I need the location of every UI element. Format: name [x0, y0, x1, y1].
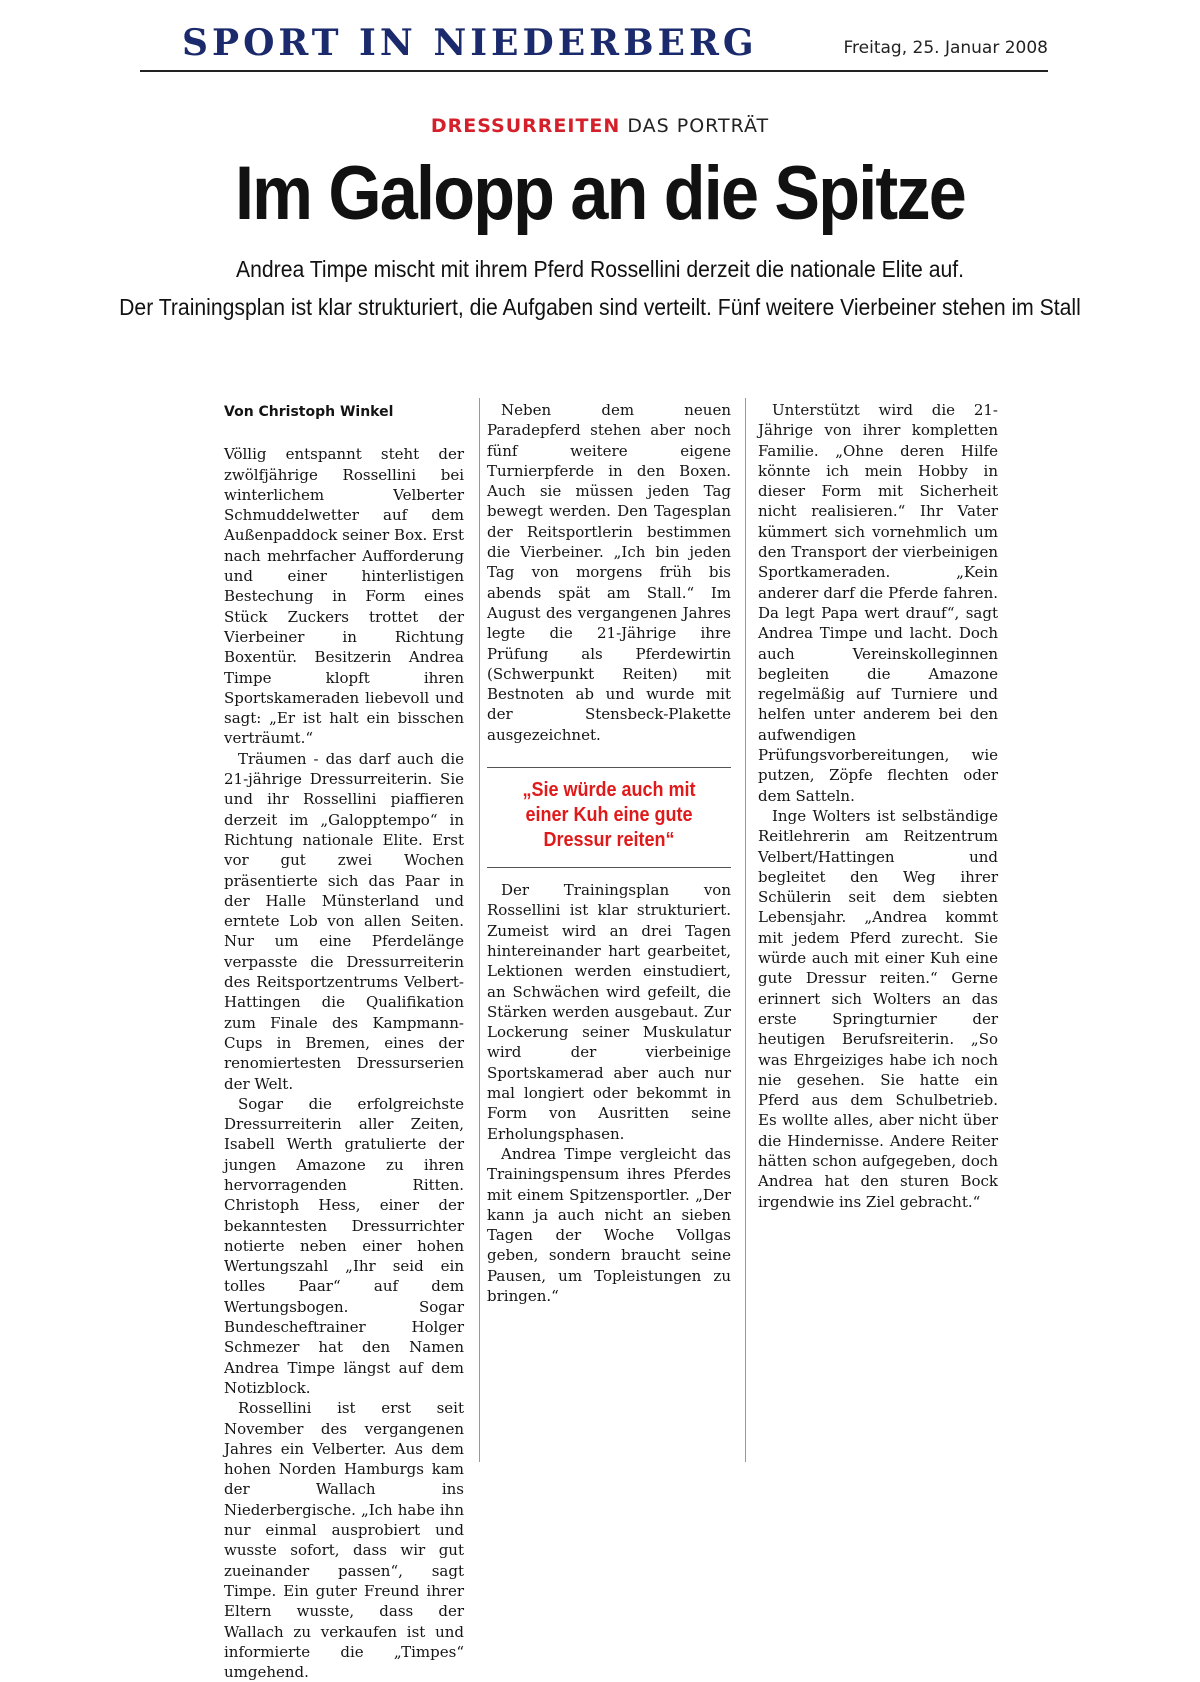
- newspaper-section-title: SPORT IN NIEDERBERG: [182, 22, 758, 64]
- article-column-1: [224, 400, 464, 1682]
- kicker-type: DAS PORTRÄT: [627, 115, 770, 137]
- article-column-2: [487, 400, 731, 1306]
- pull-quote: [487, 767, 731, 868]
- issue-date: Freitag, 25. Januar 2008: [843, 38, 1048, 58]
- body-paragraph: Andrea Timpe vergleicht das Trainingspensum ihres Pferdes mit einem Spitzensportler. „Der kann ja auch nicht an sieben Tagen der Woche Vollgas geben, sondern braucht seine Pausen, um Topleistungen zu bringen.“: [487, 1144, 731, 1305]
- masthead: [140, 18, 1048, 72]
- kicker-topic: DRESSURREITEN: [430, 115, 621, 137]
- article-deck-line-1: Andrea Timpe mischt mit ihrem Pferd Rossellini derzeit die nationale Elite auf.: [235, 256, 965, 282]
- body-paragraph: Unterstützt wird die 21-Jährige von ihrer kompletten Familie. „Ohne deren Hilfe könnte ich mein Hobby in dieser Form mit Sicherheit nicht realisieren.“ Ihr Vater kümmert sich vornehmlich um den Transport der vierbeinigen Sportkameraden. „Kein anderer darf die Pferde fahren. Da legt Papa wert drauf“, sagt Andrea Timpe und lacht. Doch auch Vereinskolleginnen begleiten die Amazone regelmäßig auf Turniere und helfen unter anderem bei den aufwendigen Prüfungsvorbereitungen, wie putzen, Zöpfe flechten oder dem Satteln.: [758, 401, 998, 805]
- body-paragraph: Völlig entspannt steht der zwölfjährige Rossellini bei winterlichem Velberter Schmuddelwetter auf dem Außenpaddock seiner Box. Erst nach mehrfacher Aufforderung und einer hinterlistigen Bestechung in Form eines Stück Zuckers trottet der Vierbeiner in Richtung Boxentür. Besitzerin Andrea Timpe klopft ihren Sportskameraden liebevoll und sagt: „Er ist halt ein bisschen verträumt.“: [224, 445, 464, 748]
- column-divider: [479, 398, 480, 1462]
- article-column-3: [758, 400, 998, 1212]
- body-paragraph: Träumen - das darf auch die 21-jährige Dressurreiterin. Sie und ihr Rossellini piaffieren derzeit im „Galopptempo“ in Richtung nationale Elite. Erst vor gut zwei Wochen präsentierte sich das Paar in der Halle Münsterland und erntete Lob von allen Seiten. Nur um eine Pferdelänge verpasste die Dressurreiterin des Reitsportzentrums Velbert-Hattingen die Qualifikation zum Finale des Kampmann-Cups in Bremen, eines der renomiertesten Dressurserien der Welt.: [224, 749, 464, 1093]
- body-paragraph: Der Trainingsplan von Rossellini ist klar strukturiert. Zumeist wird an drei Tagen hintereinander hart gearbeitet, Lektionen werden einstudiert, an Schwächen wird gefeilt, die Stärken werden ausgebaut. Zur Lockerung seiner Muskulatur wird der vierbeinige Sportskamerad aber auch nur mal longiert oder bekommt in Form von Ausritten seine Erholungsphasen.: [487, 881, 731, 1143]
- pull-quote-text: „Sie würde auch mit einer Kuh eine gute Dressur reiten“: [522, 779, 696, 852]
- article-kicker: [0, 115, 1200, 137]
- body-paragraph: Rossellini ist erst seit November des vergangenen Jahres ein Velberter. Aus dem hohen Norden Hamburgs kam der Wallach ins Niederbergische. „Ich habe ihn nur einmal ausprobiert und wusste sofort, dass wir gut zueinander passen“, sagt Timpe. Ein guter Freund ihrer Eltern wusste, dass der Wallach zu verkaufen ist und informierte die „Timpes“ umgehend.: [224, 1399, 464, 1682]
- body-paragraph: Sogar die erfolgreichste Dressurreiterin aller Zeiten, Isabell Werth gratulierte der jungen Amazone zu ihren hervorragenden Ritten. Christoph Hess, einer der bekanntesten Dressurrichter notierte neben einer hohen Wertungszahl „Ihr seid ein tolles Paar“ auf dem Wertungsbogen. Sogar Bundescheftrainer Holger Schmezer hat den Namen Andrea Timpe längst auf dem Notizblock.: [224, 1094, 464, 1397]
- column-divider: [745, 398, 746, 1462]
- body-paragraph: Neben dem neuen Paradepferd stehen aber noch fünf weitere eigene Turnierpferde in den Boxen. Auch sie müssen jeden Tag bewegt werden. Den Tagesplan der Reitsportlerin bestimmen die Vierbeiner. „Ich bin jeden Tag von morgens früh bis abends spät am Stall.“ Im August des vergangenen Jahres legte die 21-Jährige ihre Prüfung als Pferdewirtin (Schwerpunkt Reiten) mit Bestnoten ab und wurde mit der Stensbeck-Plakette ausgezeichnet.: [487, 401, 731, 744]
- article-headline: Im Galopp an die Spitze: [234, 151, 966, 236]
- article-deck-line-2: Der Trainingsplan ist klar strukturiert, die Aufgaben sind verteilt. Fünf weitere Vierbeiner stehen im Stall: [119, 294, 1081, 320]
- byline: Von Christoph Winkel: [224, 404, 394, 420]
- body-paragraph: Inge Wolters ist selbständige Reitlehrerin am Reitzentrum Velbert/Hattingen und begleitet den Weg ihrer Schülerin seit dem siebten Lebensjahr. „Andrea kommt mit jedem Pferd zurecht. Sie würde auch mit einer Kuh eine gute Dressur reiten.“ Gerne erinnert sich Wolters an das erste Springturnier der heutigen Berufsreiterin. „So was Ehrgeiziges habe ich noch nie gesehen. Sie hatte ein Pferd aus dem Schulbetrieb. Es wollte alles, aber nicht über die Hindernisse. Andere Reiter hätten schon aufgegeben, doch Andrea hat den sturen Bock irgendwie ins Ziel gebracht.“: [758, 806, 998, 1211]
